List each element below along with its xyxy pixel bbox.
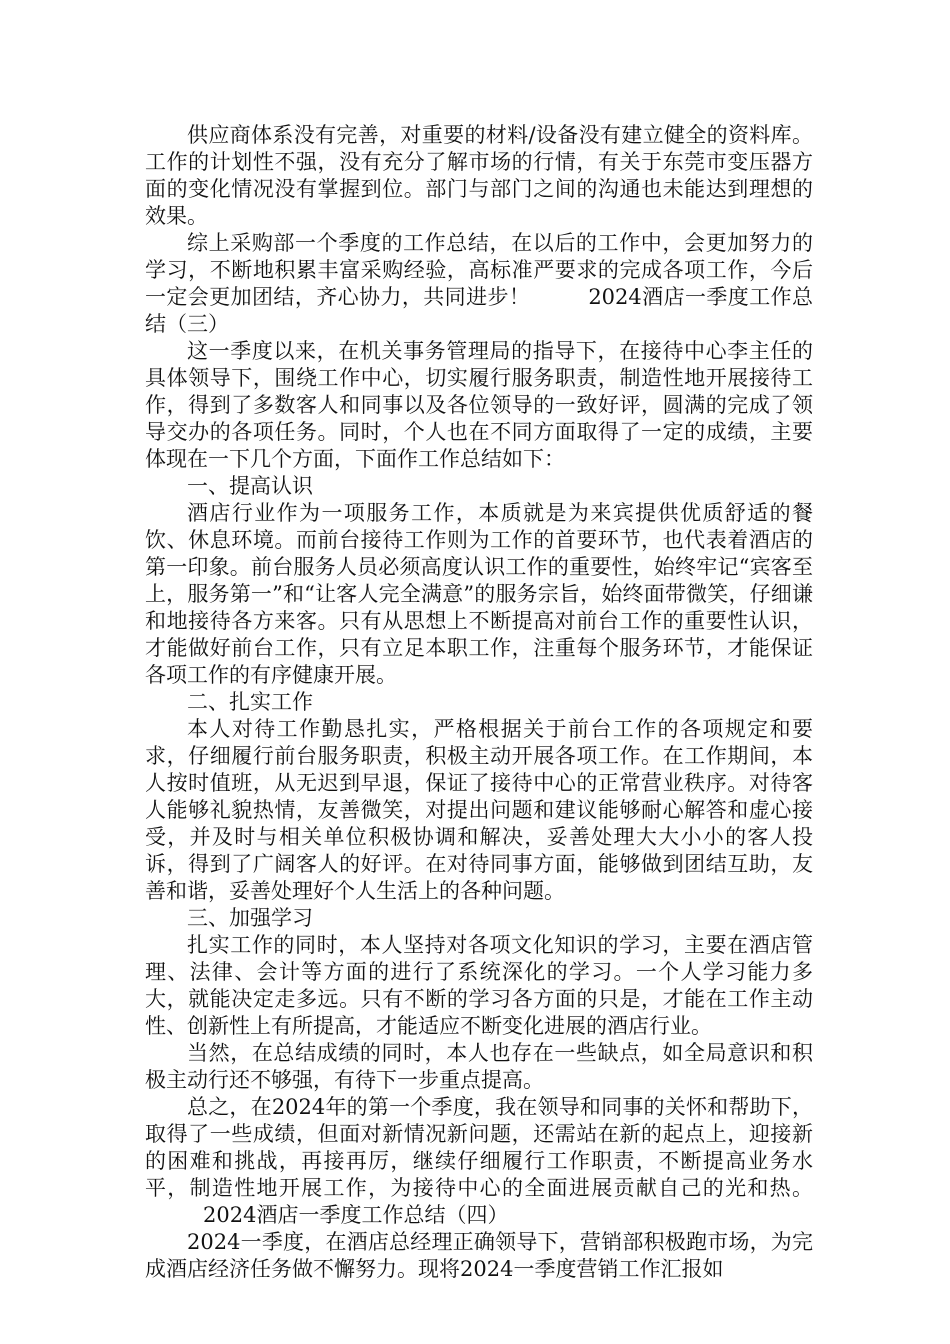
document-body — [145, 122, 813, 1283]
paragraph-supplier-issues: 供应商体系没有完善，对重要的材料/设备没有建立健全的资料库。工作的计划性不强，没有充分了解市场的行情，有关于东莞市变压器方面的变化情况没有掌握到位。部门与部门之间的沟通也未能达到理想的效果。 — [145, 123, 813, 228]
heading-strengthen-learning: 三、加强学习 — [187, 906, 313, 930]
paragraph-quarter-intro: 这一季度以来，在机关事务管理局的指导下，在接待中心李主任的具体领导下，围绕工作中心，切实履行服务职责，制造性地开展接待工作，得到了多数客人和同事以及各位领导的一致好评，圆满的完成了领导交办的各项任务。同时，个人也在不同方面取得了一定的成绩，主要体现在一下几个方面，下面作工作总结如下： — [145, 339, 813, 471]
paragraph-shortcomings: 当然，在总结成绩的同时，本人也存在一些缺点，如全局意识和积极主动行还不够强，有待下一步重点提高。 — [145, 1041, 813, 1092]
paragraph-procurement-summary-text: 综上采购部一个季度的工作总结，在以后的工作中，会更加努力的学习，不断地积累丰富采购经验，高标准严要求的完成各项工作，今后一定会更加团结，齐心协力，共同进步！ — [145, 231, 813, 309]
section-title-three: 2024酒店一季度工作总结（三） — [145, 285, 814, 336]
paragraph-solid-work: 本人对待工作勤恳扎实，严格根据关于前台工作的各项规定和要求，仔细履行前台服务职责，积极主动开展各项工作。在工作期间，本人按时值班，从无迟到早退，保证了接待中心的正常营业秩序。对待客人能够礼貌热情，友善微笑，对提出问题和建议能够耐心解答和虚心接受，并及时与相关单位积极协调和解决，妥善处理大大小小的客人投诉，得到了广阔客人的好评。在对待同事方面，能够做到团结互助，友善和谐，妥善处理好个人生活上的各种问题。 — [145, 717, 813, 903]
heading-solid-work: 二、扎实工作 — [187, 690, 313, 714]
paragraph-marketing-intro: 2024一季度，在酒店总经理正确领导下，营销部积极跑市场，为完成酒店经济任务做不懈努力。现将2024一季度营销工作汇报如 — [145, 1230, 813, 1281]
section-title-four: 2024酒店一季度工作总结（四） — [203, 1203, 509, 1227]
paragraph-procurement-summary — [145, 230, 813, 338]
paragraph-conclusion — [145, 1094, 813, 1229]
heading-improve-awareness: 一、提高认识 — [187, 474, 313, 498]
paragraph-awareness: 酒店行业作为一项服务工作，本质就是为来宾提供优质舒适的餐饮、休息环境。而前台接待工作则为工作的首要环节，也代表着酒店的第一印象。前台服务人员必须高度认识工作的重要性，始终牢记“宾客至上，服务第一”和“让客人完全满意”的服务宗旨，始终面带微笑，仔细谦和地接待各方来客。只有从思想上不断提高对前台工作的重要性认识，才能做好前台工作，只有立足本职工作，注重每个服务环节，才能保证各项工作的有序健康开展。 — [145, 501, 813, 687]
paragraph-conclusion-text: 总之，在2024年的第一个季度，我在领导和同事的关怀和帮助下，取得了一些成绩，但面对新情况新问题，还需站在新的起点上，迎接新的困难和挑战，再接再厉，继续仔细履行工作职责，不断提高业务水平，制造性地开展工作，为接待中心的全面进展贡献自己的光和热。 — [145, 1095, 813, 1200]
paragraph-learning: 扎实工作的同时，本人坚持对各项文化知识的学习，主要在酒店管理、法律、会计等方面的进行了系统深化的学习。一个人学习能力多大，就能决定走多远。只有不断的学习各方面的只是，才能在工作主动性、创新性上有所提高，才能适应不断变化进展的酒店行业。 — [145, 933, 813, 1038]
